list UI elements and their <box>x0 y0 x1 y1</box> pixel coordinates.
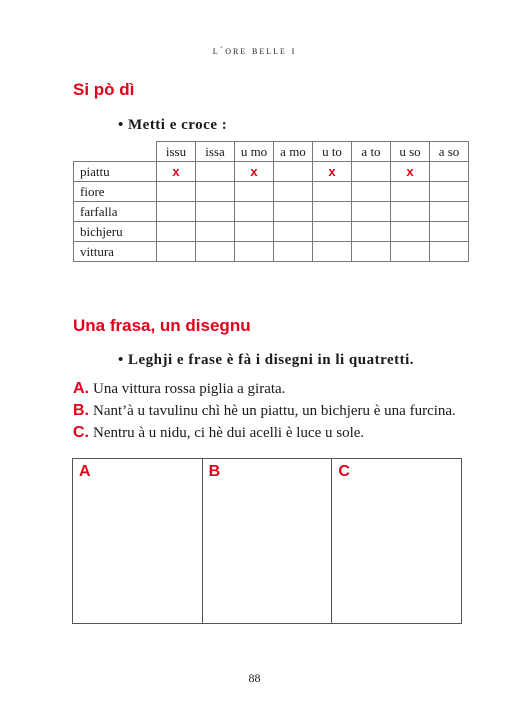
table-cell[interactable] <box>430 242 469 262</box>
drawing-boxes <box>72 458 462 624</box>
sentence-text: Nant’à u tavulinu chì hè un piattu, un bichjeru è una furcina. <box>93 403 456 419</box>
table-corner <box>74 142 157 162</box>
table-cell[interactable] <box>391 242 430 262</box>
sentence-item <box>73 378 456 400</box>
table-cell[interactable] <box>196 242 235 262</box>
table-cell[interactable] <box>196 222 235 242</box>
table-row <box>74 182 469 202</box>
column-header: u so <box>391 142 430 162</box>
cross-mark: x <box>172 163 180 179</box>
row-label: piattu <box>74 162 157 182</box>
table-cell[interactable] <box>391 222 430 242</box>
table-row <box>74 162 469 182</box>
sentence-text: Nentru à u nidu, ci hè dui acelli è luce u sole. <box>93 425 365 441</box>
table-cell[interactable] <box>196 202 235 222</box>
table-cell[interactable] <box>391 202 430 222</box>
table-cell[interactable] <box>157 202 196 222</box>
box-label: C <box>338 463 350 480</box>
cross-mark: x <box>406 163 414 179</box>
table-cell[interactable] <box>313 162 352 182</box>
table-cell[interactable] <box>430 202 469 222</box>
row-label: farfalla <box>74 202 157 222</box>
table-row <box>74 242 469 262</box>
table-row <box>74 222 469 242</box>
sentence-item <box>73 400 456 422</box>
box-label: A <box>79 463 91 480</box>
row-label: fiore <box>74 182 157 202</box>
cross-mark: x <box>250 163 258 179</box>
row-label: bichjeru <box>74 222 157 242</box>
table-cell[interactable] <box>430 222 469 242</box>
column-header: issu <box>157 142 196 162</box>
table-cell[interactable] <box>274 162 313 182</box>
table-cell[interactable] <box>235 162 274 182</box>
sentence-item <box>73 422 456 444</box>
table-cell[interactable] <box>352 162 391 182</box>
box-label: B <box>208 463 221 480</box>
section-title-una-frasa: Una frasa, un disegnu <box>73 316 251 335</box>
table-cell[interactable] <box>274 242 313 262</box>
table-cell[interactable] <box>313 202 352 222</box>
column-header: a mo <box>274 142 313 162</box>
table-cell[interactable] <box>235 182 274 202</box>
drawing-box-a[interactable] <box>73 459 203 623</box>
column-header: a so <box>430 142 469 162</box>
column-header: u mo <box>235 142 274 162</box>
drawing-box-b[interactable] <box>203 459 333 623</box>
cross-table <box>73 141 469 262</box>
sentence-letter: C. <box>73 424 89 441</box>
table-cell[interactable] <box>274 222 313 242</box>
table-cell[interactable] <box>352 222 391 242</box>
table-cell[interactable] <box>352 182 391 202</box>
column-header: a to <box>352 142 391 162</box>
table-cell[interactable] <box>157 182 196 202</box>
row-label: vittura <box>74 242 157 262</box>
table-cell[interactable] <box>391 162 430 182</box>
table-cell[interactable] <box>313 222 352 242</box>
table-cell[interactable] <box>313 242 352 262</box>
table-cell[interactable] <box>235 242 274 262</box>
column-header: u to <box>313 142 352 162</box>
table-cell[interactable] <box>313 182 352 202</box>
table-cell[interactable] <box>157 222 196 242</box>
table-cell[interactable] <box>157 242 196 262</box>
table-row <box>74 202 469 222</box>
section-title-si-po-di: Si pò dì <box>73 80 135 99</box>
cross-mark: x <box>328 163 336 179</box>
page-number: 88 <box>248 671 261 685</box>
sentence-letter: B. <box>73 402 89 419</box>
instruction-metti-e-croce: • Metti e croce : <box>118 117 228 133</box>
instruction-leghji: • Leghji e frase è fà i disegni in li quatretti. <box>118 352 415 368</box>
table-cell[interactable] <box>391 182 430 202</box>
table-cell[interactable] <box>430 182 469 202</box>
table-cell[interactable] <box>352 202 391 222</box>
table-cell[interactable] <box>274 182 313 202</box>
sentence-list <box>73 378 456 444</box>
table-cell[interactable] <box>157 162 196 182</box>
running-head: l´ore belle i <box>212 45 297 57</box>
drawing-box-c[interactable] <box>332 459 461 623</box>
column-header: issa <box>196 142 235 162</box>
sentence-letter: A. <box>73 380 89 397</box>
table-cell[interactable] <box>274 202 313 222</box>
table-cell[interactable] <box>235 202 274 222</box>
table-cell[interactable] <box>430 162 469 182</box>
table-cell[interactable] <box>352 242 391 262</box>
table-cell[interactable] <box>196 182 235 202</box>
table-header-row <box>74 142 469 162</box>
table-cell[interactable] <box>235 222 274 242</box>
sentence-text: Una vittura rossa piglia a girata. <box>93 381 286 397</box>
table-cell[interactable] <box>196 162 235 182</box>
